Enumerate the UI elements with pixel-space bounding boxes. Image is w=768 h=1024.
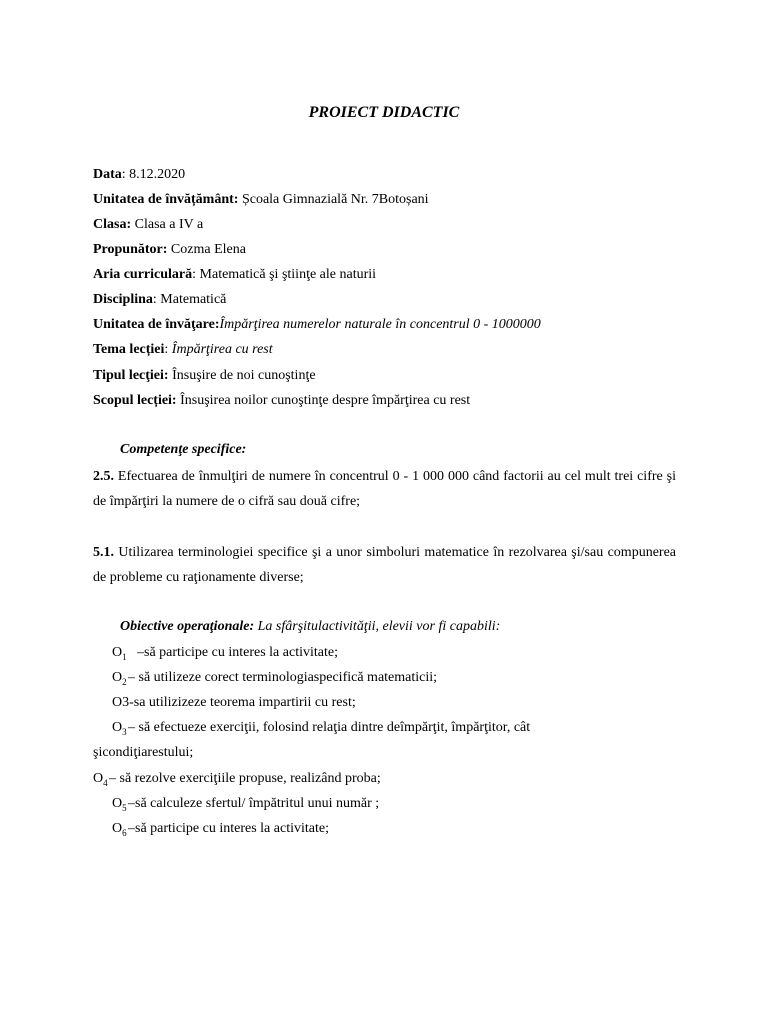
obiective-intro-line [120,619,500,635]
obiectiv-text: –să participe cu interes la activitate; [137,645,338,660]
field-clasa [93,217,203,233]
field-disciplina: Disciplina: Matematică [93,292,227,307]
competenta-item [93,540,676,590]
obiectiv-text: O3-sa utilizizeze teorema impartirii cu rest; [112,695,356,710]
field-label: Clasa: [93,217,132,232]
field-label: Propunător: [93,242,168,257]
obiectiv-code: $O_6$ [112,821,127,838]
field-label: Disciplina [93,292,153,307]
field-value: Clasa a IV a [134,217,204,232]
obiectiv-text: –să calculeze sfertul/ împătritul unui număr ; [128,796,380,811]
field-label: Unitatea de învățământ: [93,192,239,207]
field-propunator [93,242,246,258]
field-value: Cozma Elena [170,242,246,257]
competenta-text: Efectuarea de înmulţiri de numere în concentrul 0 - 1 000 000 când factorii au cel mult trei cifre şi de împărţiri la numere de o cifră sau două cifre; [93,469,676,509]
obiectiv-item [112,796,379,813]
field-value: Împărţirea numerelor naturale în concentrul 0 - 1000000 [219,317,541,332]
obiectiv-code: $O_2$ [112,670,127,687]
competenta-code: 5.1. [93,545,114,560]
obiectiv-code: $O_4$ [93,771,108,788]
obiective-intro: La sfârşitulactivităţii, elevii vor fi capabili: [257,619,501,634]
obiectiv-item [112,695,356,711]
obiectiv-item [112,821,329,838]
field-unitatea-invatamant [93,192,429,208]
competente-heading: Competenţe specifice: [120,442,247,457]
field-label: Data [93,167,122,182]
field-label: Scopul lecției: [93,393,177,408]
competenta-text: Utilizarea terminologiei specifice şi a unor simboluri matematice în rezolvarea şi/sau compunerea de probleme cu raţionamente diverse; [93,545,677,585]
obiectiv-item [112,720,530,737]
field-tipul-lectiei [93,368,316,384]
field-unitatea-invatare [93,317,541,333]
field-value: 8.12.2020 [129,167,186,182]
field-label: Unitatea de învăţare: [93,317,220,332]
obiectiv-text: –să participe cu interes la activitate; [128,821,329,836]
field-value: Matematică [160,292,227,307]
obiectiv-code: $O_1$ [112,645,127,662]
field-value: Însuşirea noilor cunoştinţe despre împărţirea cu rest [180,393,471,408]
obiectiv-text: şicondiţiarestului; [93,745,194,760]
obiectiv-item [112,670,437,687]
field-label: Aria curriculară [93,267,193,282]
field-value: Școala Gimnazială Nr. 7Botoșani [241,192,429,207]
obiectiv-text: – să utilizeze corect terminologiaspecifică matematicii; [128,670,438,685]
field-scopul-lectiei [93,393,470,409]
obiective-heading: Obiective operaţionale: [120,619,255,634]
obiectiv-text: – să rezolve exerciţiile propuse, realizând proba; [109,771,381,786]
competenta-item [93,464,676,514]
field-label: Tema lecției [93,342,165,357]
page-title: PROIECT DIDACTIC [308,104,460,121]
field-value: Însuşire de noi cunoştinţe [172,368,316,383]
field-aria-curriculara: Aria curriculară: Matematică şi ştiinţe ale naturii [93,267,377,282]
obiectiv-item-continuation [93,745,193,761]
obiectiv-code: $O_5$ [112,796,127,813]
field-data: Data: 8.12.2020 [93,167,186,182]
obiectiv-item [112,645,338,662]
obiectiv-item [93,771,381,788]
field-label: Tipul lecţiei: [93,368,169,383]
field-value: Matematică şi ştiinţe ale naturii [199,267,377,282]
obiectiv-text: – să efectueze exerciţii, folosind relaţia dintre deîmpărţit, împărţitor, cât [128,720,531,735]
competenta-code: 2.5. [93,469,114,484]
obiectiv-code: $O_3$ [112,720,127,737]
field-tema-lectiei: Tema lecției: Împărţirea cu rest [93,342,273,357]
field-value: Împărţirea cu rest [171,342,273,357]
